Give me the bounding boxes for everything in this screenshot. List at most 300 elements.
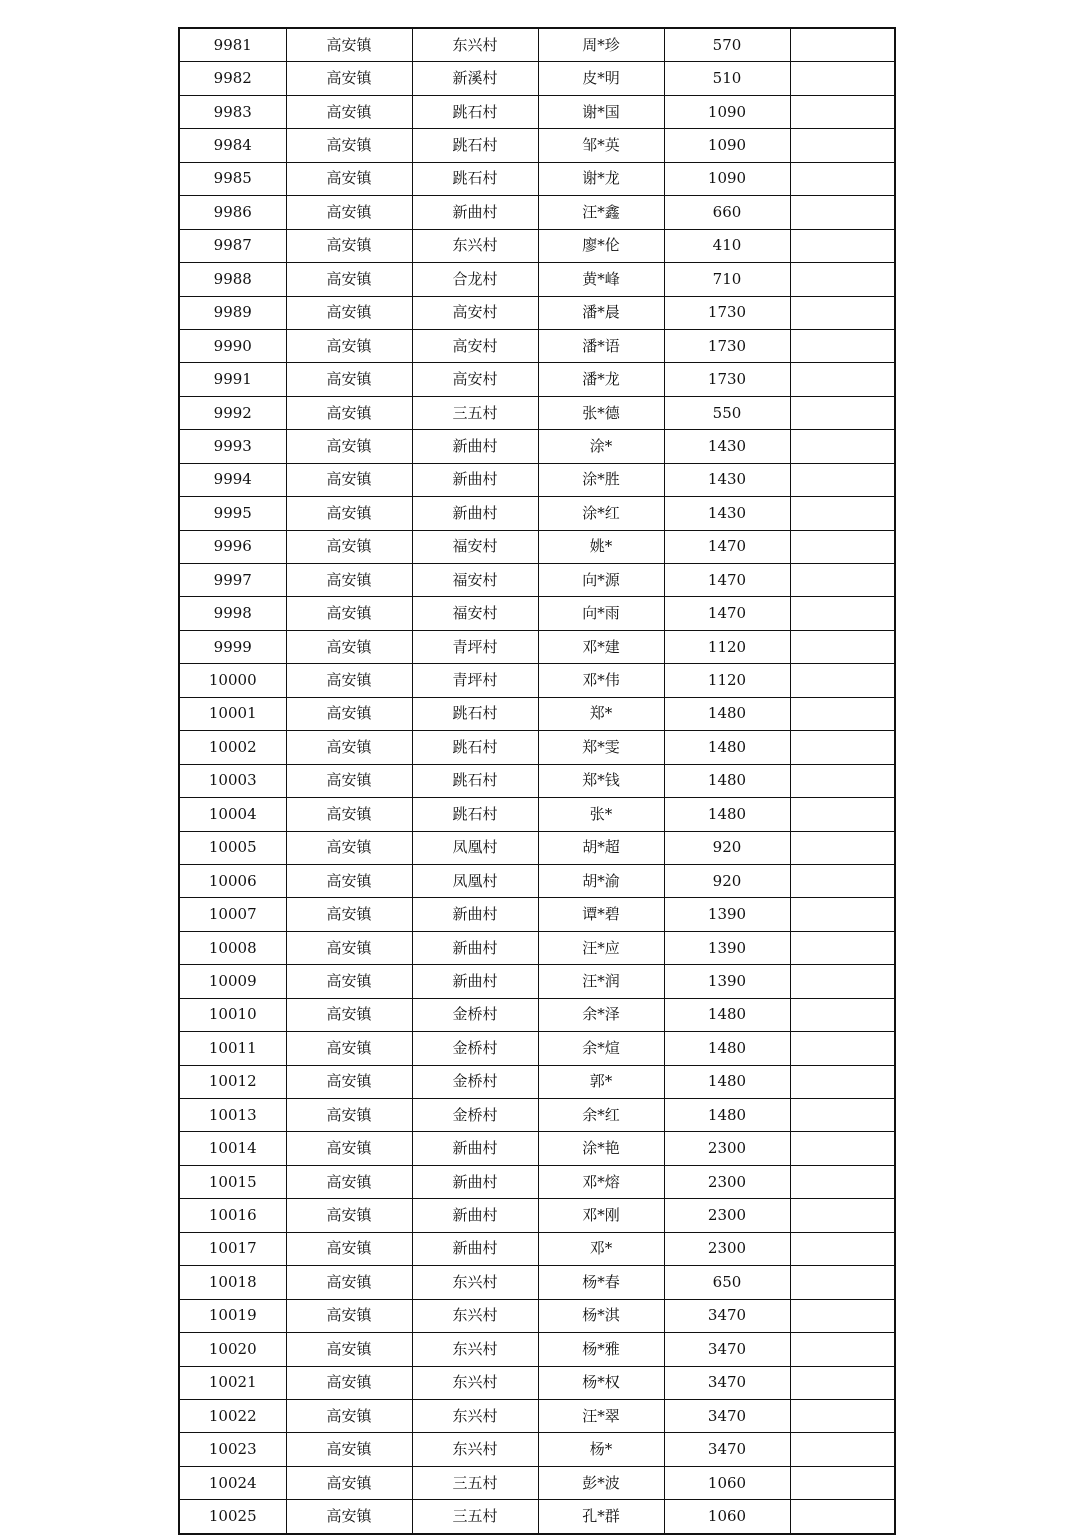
table-row bbox=[179, 363, 895, 396]
note-cell bbox=[790, 798, 895, 831]
row-number-cell: 10019 bbox=[179, 1299, 286, 1332]
table-row bbox=[179, 396, 895, 429]
row-number-cell: 10005 bbox=[179, 831, 286, 864]
village-cell: 高安村 bbox=[412, 363, 538, 396]
village-cell: 东兴村 bbox=[412, 1299, 538, 1332]
row-number-cell: 10018 bbox=[179, 1266, 286, 1299]
table-row bbox=[179, 1433, 895, 1466]
village-cell: 福安村 bbox=[412, 564, 538, 597]
name-cell: 谭*碧 bbox=[538, 898, 664, 931]
amount-cell: 1730 bbox=[664, 329, 790, 362]
row-number-cell: 9992 bbox=[179, 396, 286, 429]
table-body bbox=[179, 28, 895, 1534]
amount-cell: 1480 bbox=[664, 1099, 790, 1132]
note-cell bbox=[790, 1065, 895, 1098]
amount-cell: 1470 bbox=[664, 530, 790, 563]
table-row bbox=[179, 1466, 895, 1499]
village-cell: 东兴村 bbox=[412, 1333, 538, 1366]
village-cell: 新曲村 bbox=[412, 965, 538, 998]
table-row bbox=[179, 1333, 895, 1366]
row-number-cell: 9985 bbox=[179, 162, 286, 195]
row-number-cell: 9998 bbox=[179, 597, 286, 630]
table-row bbox=[179, 28, 895, 62]
row-number-cell: 10014 bbox=[179, 1132, 286, 1165]
amount-cell: 1480 bbox=[664, 1032, 790, 1065]
note-cell bbox=[790, 1500, 895, 1534]
amount-cell: 2300 bbox=[664, 1132, 790, 1165]
village-cell: 青坪村 bbox=[412, 664, 538, 697]
town-cell: 高安镇 bbox=[286, 1366, 412, 1399]
name-cell: 胡*渝 bbox=[538, 864, 664, 897]
town-cell: 高安镇 bbox=[286, 329, 412, 362]
name-cell: 向*源 bbox=[538, 564, 664, 597]
amount-cell: 1480 bbox=[664, 697, 790, 730]
village-cell: 跳石村 bbox=[412, 764, 538, 797]
table-row bbox=[179, 1500, 895, 1534]
name-cell: 胡*超 bbox=[538, 831, 664, 864]
town-cell: 高安镇 bbox=[286, 664, 412, 697]
amount-cell: 660 bbox=[664, 196, 790, 229]
amount-cell: 1480 bbox=[664, 731, 790, 764]
amount-cell: 1730 bbox=[664, 296, 790, 329]
town-cell: 高安镇 bbox=[286, 28, 412, 62]
town-cell: 高安镇 bbox=[286, 1399, 412, 1432]
table-row bbox=[179, 1299, 895, 1332]
note-cell bbox=[790, 1032, 895, 1065]
village-cell: 新曲村 bbox=[412, 931, 538, 964]
name-cell: 汪*润 bbox=[538, 965, 664, 998]
row-number-cell: 9994 bbox=[179, 463, 286, 496]
name-cell: 余*泽 bbox=[538, 998, 664, 1031]
row-number-cell: 10023 bbox=[179, 1433, 286, 1466]
town-cell: 高安镇 bbox=[286, 430, 412, 463]
table-row bbox=[179, 129, 895, 162]
town-cell: 高安镇 bbox=[286, 1165, 412, 1198]
name-cell: 郭* bbox=[538, 1065, 664, 1098]
table-row bbox=[179, 1366, 895, 1399]
village-cell: 新曲村 bbox=[412, 1132, 538, 1165]
row-number-cell: 10006 bbox=[179, 864, 286, 897]
name-cell: 涂*红 bbox=[538, 497, 664, 530]
amount-cell: 1430 bbox=[664, 497, 790, 530]
village-cell: 东兴村 bbox=[412, 229, 538, 262]
row-number-cell: 10017 bbox=[179, 1232, 286, 1265]
town-cell: 高安镇 bbox=[286, 597, 412, 630]
village-cell: 新曲村 bbox=[412, 1232, 538, 1265]
note-cell bbox=[790, 864, 895, 897]
village-cell: 东兴村 bbox=[412, 28, 538, 62]
town-cell: 高安镇 bbox=[286, 196, 412, 229]
town-cell: 高安镇 bbox=[286, 229, 412, 262]
town-cell: 高安镇 bbox=[286, 162, 412, 195]
village-cell: 金桥村 bbox=[412, 998, 538, 1031]
note-cell bbox=[790, 296, 895, 329]
table-row bbox=[179, 764, 895, 797]
name-cell: 邓*熔 bbox=[538, 1165, 664, 1198]
table-row bbox=[179, 564, 895, 597]
town-cell: 高安镇 bbox=[286, 95, 412, 128]
row-number-cell: 9999 bbox=[179, 630, 286, 663]
town-cell: 高安镇 bbox=[286, 864, 412, 897]
note-cell bbox=[790, 1099, 895, 1132]
row-number-cell: 9997 bbox=[179, 564, 286, 597]
row-number-cell: 10009 bbox=[179, 965, 286, 998]
amount-cell: 1120 bbox=[664, 630, 790, 663]
village-cell: 新曲村 bbox=[412, 196, 538, 229]
name-cell: 廖*伦 bbox=[538, 229, 664, 262]
name-cell: 谢*龙 bbox=[538, 162, 664, 195]
village-cell: 凤凰村 bbox=[412, 831, 538, 864]
town-cell: 高安镇 bbox=[286, 998, 412, 1031]
town-cell: 高安镇 bbox=[286, 1099, 412, 1132]
note-cell bbox=[790, 1165, 895, 1198]
table-row bbox=[179, 530, 895, 563]
name-cell: 向*雨 bbox=[538, 597, 664, 630]
amount-cell: 570 bbox=[664, 28, 790, 62]
note-cell bbox=[790, 998, 895, 1031]
name-cell: 邓*建 bbox=[538, 630, 664, 663]
table-row bbox=[179, 664, 895, 697]
row-number-cell: 10016 bbox=[179, 1199, 286, 1232]
note-cell bbox=[790, 430, 895, 463]
amount-cell: 1120 bbox=[664, 664, 790, 697]
name-cell: 汪*鑫 bbox=[538, 196, 664, 229]
table-row bbox=[179, 229, 895, 262]
name-cell: 皮*明 bbox=[538, 62, 664, 95]
village-cell: 跳石村 bbox=[412, 162, 538, 195]
table-row bbox=[179, 1165, 895, 1198]
village-cell: 东兴村 bbox=[412, 1366, 538, 1399]
name-cell: 余*红 bbox=[538, 1099, 664, 1132]
village-cell: 跳石村 bbox=[412, 798, 538, 831]
name-cell: 张* bbox=[538, 798, 664, 831]
note-cell bbox=[790, 898, 895, 931]
amount-cell: 1430 bbox=[664, 463, 790, 496]
table-row bbox=[179, 329, 895, 362]
amount-cell: 1480 bbox=[664, 998, 790, 1031]
town-cell: 高安镇 bbox=[286, 630, 412, 663]
row-number-cell: 9984 bbox=[179, 129, 286, 162]
town-cell: 高安镇 bbox=[286, 1232, 412, 1265]
name-cell: 杨*春 bbox=[538, 1266, 664, 1299]
amount-cell: 1390 bbox=[664, 931, 790, 964]
row-number-cell: 10021 bbox=[179, 1366, 286, 1399]
name-cell: 杨* bbox=[538, 1433, 664, 1466]
note-cell bbox=[790, 564, 895, 597]
subsidy-table bbox=[178, 27, 896, 1535]
village-cell: 新曲村 bbox=[412, 1199, 538, 1232]
table-row bbox=[179, 1232, 895, 1265]
amount-cell: 3470 bbox=[664, 1433, 790, 1466]
note-cell bbox=[790, 1299, 895, 1332]
row-number-cell: 10015 bbox=[179, 1165, 286, 1198]
amount-cell: 3470 bbox=[664, 1399, 790, 1432]
table-row bbox=[179, 62, 895, 95]
table-row bbox=[179, 1065, 895, 1098]
town-cell: 高安镇 bbox=[286, 497, 412, 530]
row-number-cell: 10020 bbox=[179, 1333, 286, 1366]
village-cell: 东兴村 bbox=[412, 1266, 538, 1299]
note-cell bbox=[790, 1466, 895, 1499]
amount-cell: 410 bbox=[664, 229, 790, 262]
table-row bbox=[179, 1032, 895, 1065]
village-cell: 跳石村 bbox=[412, 129, 538, 162]
name-cell: 郑*雯 bbox=[538, 731, 664, 764]
row-number-cell: 10001 bbox=[179, 697, 286, 730]
amount-cell: 1060 bbox=[664, 1466, 790, 1499]
row-number-cell: 10022 bbox=[179, 1399, 286, 1432]
row-number-cell: 10024 bbox=[179, 1466, 286, 1499]
note-cell bbox=[790, 95, 895, 128]
name-cell: 郑* bbox=[538, 697, 664, 730]
town-cell: 高安镇 bbox=[286, 731, 412, 764]
row-number-cell: 9989 bbox=[179, 296, 286, 329]
name-cell: 杨*权 bbox=[538, 1366, 664, 1399]
name-cell: 杨*淇 bbox=[538, 1299, 664, 1332]
name-cell: 邹*英 bbox=[538, 129, 664, 162]
name-cell: 黄*峰 bbox=[538, 263, 664, 296]
table-row bbox=[179, 162, 895, 195]
village-cell: 金桥村 bbox=[412, 1099, 538, 1132]
name-cell: 邓* bbox=[538, 1232, 664, 1265]
note-cell bbox=[790, 28, 895, 62]
amount-cell: 2300 bbox=[664, 1199, 790, 1232]
name-cell: 姚* bbox=[538, 530, 664, 563]
name-cell: 邓*刚 bbox=[538, 1199, 664, 1232]
amount-cell: 650 bbox=[664, 1266, 790, 1299]
village-cell: 金桥村 bbox=[412, 1032, 538, 1065]
town-cell: 高安镇 bbox=[286, 1132, 412, 1165]
amount-cell: 1430 bbox=[664, 430, 790, 463]
amount-cell: 1480 bbox=[664, 798, 790, 831]
village-cell: 新曲村 bbox=[412, 430, 538, 463]
table-row bbox=[179, 463, 895, 496]
village-cell: 高安村 bbox=[412, 329, 538, 362]
village-cell: 新曲村 bbox=[412, 497, 538, 530]
town-cell: 高安镇 bbox=[286, 296, 412, 329]
amount-cell: 1060 bbox=[664, 1500, 790, 1534]
note-cell bbox=[790, 263, 895, 296]
table-row bbox=[179, 965, 895, 998]
amount-cell: 920 bbox=[664, 831, 790, 864]
table-row bbox=[179, 1266, 895, 1299]
table-row bbox=[179, 864, 895, 897]
row-number-cell: 9986 bbox=[179, 196, 286, 229]
row-number-cell: 9987 bbox=[179, 229, 286, 262]
row-number-cell: 10011 bbox=[179, 1032, 286, 1065]
amount-cell: 3470 bbox=[664, 1366, 790, 1399]
note-cell bbox=[790, 62, 895, 95]
row-number-cell: 10010 bbox=[179, 998, 286, 1031]
table-row bbox=[179, 196, 895, 229]
row-number-cell: 10012 bbox=[179, 1065, 286, 1098]
table-row bbox=[179, 1099, 895, 1132]
town-cell: 高安镇 bbox=[286, 396, 412, 429]
table-row bbox=[179, 1399, 895, 1432]
note-cell bbox=[790, 396, 895, 429]
village-cell: 福安村 bbox=[412, 530, 538, 563]
town-cell: 高安镇 bbox=[286, 1433, 412, 1466]
note-cell bbox=[790, 1132, 895, 1165]
name-cell: 杨*雅 bbox=[538, 1333, 664, 1366]
table-row bbox=[179, 898, 895, 931]
name-cell: 周*珍 bbox=[538, 28, 664, 62]
amount-cell: 1090 bbox=[664, 95, 790, 128]
amount-cell: 710 bbox=[664, 263, 790, 296]
town-cell: 高安镇 bbox=[286, 798, 412, 831]
note-cell bbox=[790, 1433, 895, 1466]
row-number-cell: 9996 bbox=[179, 530, 286, 563]
note-cell bbox=[790, 497, 895, 530]
village-cell: 新曲村 bbox=[412, 463, 538, 496]
table-row bbox=[179, 931, 895, 964]
note-cell bbox=[790, 697, 895, 730]
village-cell: 合龙村 bbox=[412, 263, 538, 296]
table-row bbox=[179, 263, 895, 296]
name-cell: 涂* bbox=[538, 430, 664, 463]
note-cell bbox=[790, 329, 895, 362]
row-number-cell: 10003 bbox=[179, 764, 286, 797]
amount-cell: 1390 bbox=[664, 965, 790, 998]
row-number-cell: 10013 bbox=[179, 1099, 286, 1132]
note-cell bbox=[790, 831, 895, 864]
town-cell: 高安镇 bbox=[286, 1032, 412, 1065]
note-cell bbox=[790, 931, 895, 964]
name-cell: 涂*胜 bbox=[538, 463, 664, 496]
name-cell: 余*煊 bbox=[538, 1032, 664, 1065]
table-row bbox=[179, 95, 895, 128]
village-cell: 三五村 bbox=[412, 1500, 538, 1534]
row-number-cell: 10004 bbox=[179, 798, 286, 831]
amount-cell: 3470 bbox=[664, 1333, 790, 1366]
name-cell: 汪*应 bbox=[538, 931, 664, 964]
town-cell: 高安镇 bbox=[286, 965, 412, 998]
amount-cell: 920 bbox=[664, 864, 790, 897]
table-row bbox=[179, 731, 895, 764]
note-cell bbox=[790, 1199, 895, 1232]
note-cell bbox=[790, 363, 895, 396]
town-cell: 高安镇 bbox=[286, 764, 412, 797]
table-row bbox=[179, 497, 895, 530]
town-cell: 高安镇 bbox=[286, 463, 412, 496]
name-cell: 潘*龙 bbox=[538, 363, 664, 396]
row-number-cell: 10002 bbox=[179, 731, 286, 764]
table-row bbox=[179, 697, 895, 730]
table-row bbox=[179, 296, 895, 329]
name-cell: 谢*国 bbox=[538, 95, 664, 128]
table-row bbox=[179, 597, 895, 630]
note-cell bbox=[790, 1333, 895, 1366]
village-cell: 跳石村 bbox=[412, 697, 538, 730]
note-cell bbox=[790, 1266, 895, 1299]
table-row bbox=[179, 998, 895, 1031]
name-cell: 郑*钱 bbox=[538, 764, 664, 797]
name-cell: 张*德 bbox=[538, 396, 664, 429]
village-cell: 福安村 bbox=[412, 597, 538, 630]
name-cell: 孔*群 bbox=[538, 1500, 664, 1534]
town-cell: 高安镇 bbox=[286, 62, 412, 95]
note-cell bbox=[790, 1366, 895, 1399]
row-number-cell: 9990 bbox=[179, 329, 286, 362]
amount-cell: 2300 bbox=[664, 1165, 790, 1198]
table-row bbox=[179, 1199, 895, 1232]
name-cell: 潘*晨 bbox=[538, 296, 664, 329]
town-cell: 高安镇 bbox=[286, 1500, 412, 1534]
row-number-cell: 9983 bbox=[179, 95, 286, 128]
village-cell: 高安村 bbox=[412, 296, 538, 329]
town-cell: 高安镇 bbox=[286, 564, 412, 597]
town-cell: 高安镇 bbox=[286, 697, 412, 730]
row-number-cell: 9993 bbox=[179, 430, 286, 463]
village-cell: 三五村 bbox=[412, 396, 538, 429]
village-cell: 新溪村 bbox=[412, 62, 538, 95]
row-number-cell: 10000 bbox=[179, 664, 286, 697]
row-number-cell: 10007 bbox=[179, 898, 286, 931]
town-cell: 高安镇 bbox=[286, 530, 412, 563]
village-cell: 青坪村 bbox=[412, 630, 538, 663]
note-cell bbox=[790, 196, 895, 229]
row-number-cell: 9981 bbox=[179, 28, 286, 62]
table-row bbox=[179, 831, 895, 864]
name-cell: 邓*伟 bbox=[538, 664, 664, 697]
village-cell: 凤凰村 bbox=[412, 864, 538, 897]
amount-cell: 1090 bbox=[664, 162, 790, 195]
note-cell bbox=[790, 1399, 895, 1432]
note-cell bbox=[790, 463, 895, 496]
note-cell bbox=[790, 965, 895, 998]
town-cell: 高安镇 bbox=[286, 831, 412, 864]
town-cell: 高安镇 bbox=[286, 1466, 412, 1499]
note-cell bbox=[790, 664, 895, 697]
note-cell bbox=[790, 1232, 895, 1265]
town-cell: 高安镇 bbox=[286, 1299, 412, 1332]
village-cell: 跳石村 bbox=[412, 731, 538, 764]
note-cell bbox=[790, 229, 895, 262]
amount-cell: 3470 bbox=[664, 1299, 790, 1332]
amount-cell: 1470 bbox=[664, 564, 790, 597]
name-cell: 涂*艳 bbox=[538, 1132, 664, 1165]
row-number-cell: 9988 bbox=[179, 263, 286, 296]
note-cell bbox=[790, 129, 895, 162]
village-cell: 新曲村 bbox=[412, 898, 538, 931]
amount-cell: 1480 bbox=[664, 1065, 790, 1098]
row-number-cell: 10008 bbox=[179, 931, 286, 964]
town-cell: 高安镇 bbox=[286, 1333, 412, 1366]
town-cell: 高安镇 bbox=[286, 1065, 412, 1098]
note-cell bbox=[790, 764, 895, 797]
town-cell: 高安镇 bbox=[286, 129, 412, 162]
table-row bbox=[179, 798, 895, 831]
village-cell: 新曲村 bbox=[412, 1165, 538, 1198]
name-cell: 汪*翠 bbox=[538, 1399, 664, 1432]
table-row bbox=[179, 1132, 895, 1165]
village-cell: 跳石村 bbox=[412, 95, 538, 128]
village-cell: 三五村 bbox=[412, 1466, 538, 1499]
amount-cell: 510 bbox=[664, 62, 790, 95]
row-number-cell: 9995 bbox=[179, 497, 286, 530]
table-row bbox=[179, 430, 895, 463]
town-cell: 高安镇 bbox=[286, 898, 412, 931]
row-number-cell: 9982 bbox=[179, 62, 286, 95]
village-cell: 东兴村 bbox=[412, 1433, 538, 1466]
table-row bbox=[179, 630, 895, 663]
village-cell: 东兴村 bbox=[412, 1399, 538, 1432]
note-cell bbox=[790, 530, 895, 563]
note-cell bbox=[790, 597, 895, 630]
town-cell: 高安镇 bbox=[286, 931, 412, 964]
amount-cell: 1480 bbox=[664, 764, 790, 797]
note-cell bbox=[790, 731, 895, 764]
